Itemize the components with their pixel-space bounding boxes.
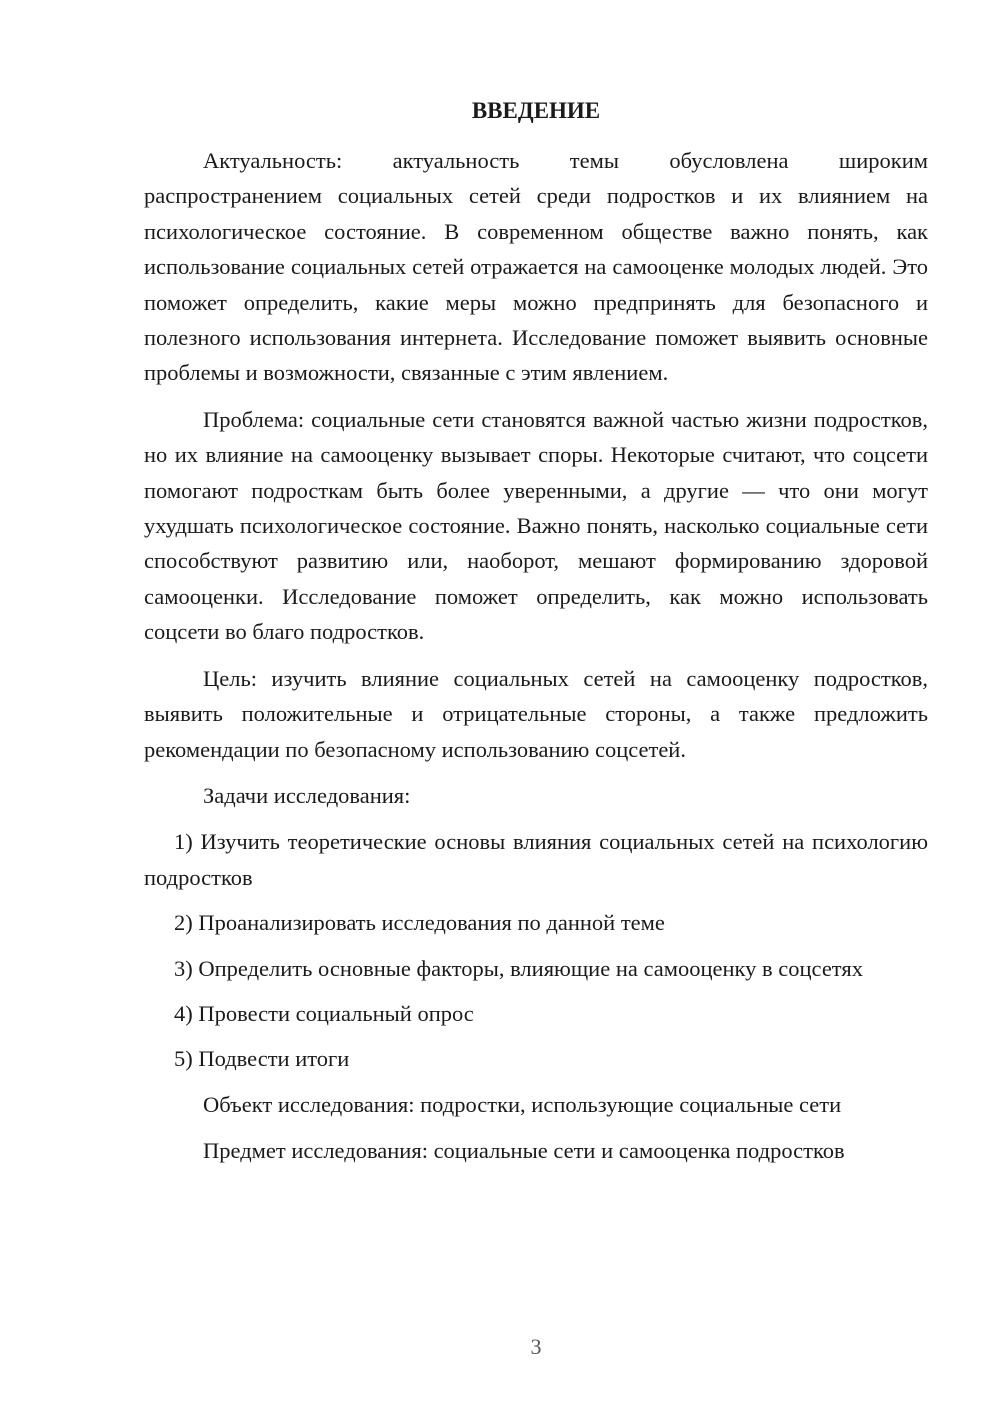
- task-item-4: 4) Провести социальный опрос: [174, 1000, 474, 1026]
- document-page: [144, 96, 928, 1180]
- paragraph-goal: Цель: изучить влияние социальных сетей на самооценку подростков, выявить положительные и отрицательные стороны, а также предложить рекомендации по безопасному использованию соцсетей.: [144, 665, 928, 762]
- page-number: 3: [530, 1334, 542, 1359]
- paragraph-object: Объект исследования: подростки, использующие социальные сети: [203, 1091, 842, 1117]
- paragraph-problem: Проблема: социальные сети становятся важной частью жизни подростков, но их влияние на самооценку вызывает споры. Некоторые считают, что соцсети помогают подросткам быть более уверенными, а другие — что они могут ухудшать психологическое состояние. Важно понять, насколько социальные сети способствуют развитию или, наоборот, мешают формированию здоровой самооценки. Исследование поможет определить, как можно использовать соцсети во благо подростков.: [144, 406, 928, 645]
- document-title: ВВЕДЕНИЕ: [471, 98, 601, 123]
- task-item-5: 5) Подвести итоги: [174, 1046, 350, 1072]
- paragraph-relevance: Актуальность: актуальность темы обусловлена широким распространением социальных сетей среди подростков и их влиянием на психологическое состояние. В современном обществе важно понять, как использование социальных сетей отражается на самооценке молодых людей. Это поможет определить, какие меры можно предпринять для безопасного и полезного использования интернета. Исследование поможет выявить основные проблемы и возможности, связанные с этим явлением.: [144, 148, 928, 386]
- task-item-1: 1) Изучить теоретические основы влияния социальных сетей на психологию подростков: [144, 829, 928, 890]
- tasks-heading: Задачи исследования:: [203, 782, 411, 808]
- task-item-3: 3) Определить основные факторы, влияющие на самооценку в соцсетях: [174, 955, 863, 981]
- paragraph-subject: Предмет исследования: социальные сети и самооценка подростков: [203, 1138, 845, 1164]
- task-item-2: 2) Проанализировать исследования по данной теме: [174, 910, 665, 936]
